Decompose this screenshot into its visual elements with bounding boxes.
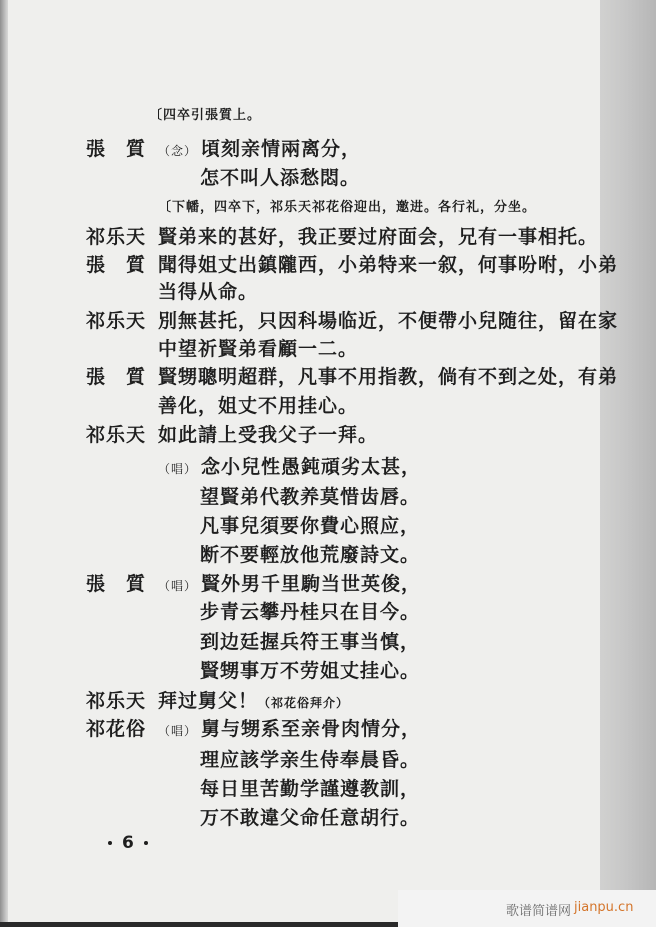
dialogue-line — [158, 134, 361, 161]
dialogue-line: 賢甥聰明超群，凡事不用指教，倘有不到之处，有弟 — [158, 366, 619, 388]
page-number-text: 6 — [122, 833, 134, 853]
verse-text: 舅与甥系至亲骨肉情分， — [201, 718, 422, 740]
verse-text: 頃刻亲情兩离分， — [201, 138, 362, 160]
dialogue-line: 別無甚托，只因科場临近，不便帶小兒随往，留在家 — [158, 310, 619, 332]
bullet-dot-icon — [108, 841, 112, 845]
speaker-name: 張 質 — [86, 138, 147, 160]
verse-line: 每日里苦勤学謹遵教訓， — [200, 778, 421, 800]
page-number — [98, 833, 158, 853]
dialogue-line: 如此請上受我父子一拜。 — [158, 424, 379, 446]
performance-cue: （唱） — [158, 579, 198, 593]
watermark-site-name: 歌谱简谱网 — [506, 904, 572, 919]
site-watermark — [398, 890, 656, 927]
speaker-name: 張 質 — [86, 254, 147, 276]
sung-line — [158, 452, 421, 479]
verse-line: 到边廷握兵符王事当慎， — [200, 631, 421, 653]
performance-cue: （唱） — [158, 462, 198, 476]
sung-line — [158, 714, 421, 741]
dialogue-line: 賢弟来的甚好，我正要过府面会，兄有一事相托。 — [158, 226, 599, 248]
verse-text: 賢外男千里駒当世英俊， — [201, 573, 422, 595]
dialogue-continuation: 中望祈賢弟看顧一二。 — [158, 338, 359, 360]
verse-line: 凡事兒須要你費心照应， — [200, 515, 421, 537]
action-note: （祁花俗拜介） — [258, 696, 350, 710]
speaker-name: 張 質 — [86, 573, 147, 595]
verse-line: 賢甥事万不劳姐丈挂心。 — [200, 660, 421, 682]
speaker-name: 張 質 — [86, 366, 147, 388]
verse-line: 理应該学亲生侍奉晨昏。 — [200, 749, 421, 771]
performance-cue: （唱） — [158, 724, 198, 738]
dialogue-text: 拜过舅父！ — [158, 690, 259, 712]
dialogue-line: 聞得姐丈出鎮隴西，小弟特来一叙，何事吩咐，小弟 — [158, 254, 619, 276]
speaker-name: 祁乐天 — [86, 424, 147, 446]
stage-direction: 〔下幡，四卒下，祁乐天祁花俗迎出，邀进。各行礼，分坐。 — [158, 200, 537, 215]
stage-direction: 〔四卒引張質上。 — [149, 108, 262, 123]
dialogue-continuation: 善化，姐丈不用挂心。 — [158, 395, 359, 417]
bullet-dot-icon — [144, 841, 148, 845]
speaker-name: 祁乐天 — [86, 310, 147, 332]
verse-line: 断不要輕放他荒廢詩文。 — [200, 544, 421, 566]
verse-line: 万不敢違父命任意胡行。 — [200, 807, 421, 829]
sung-line — [158, 569, 421, 596]
scan-bottom-edge — [0, 922, 400, 927]
speaker-name: 祁乐天 — [86, 690, 147, 712]
dialogue-continuation: 当得从命。 — [158, 281, 259, 303]
verse-text: 念小兒性愚鈍頑劣太甚， — [201, 456, 422, 478]
speaker-name: 祁花俗 — [86, 718, 147, 740]
dialogue-line — [158, 686, 349, 713]
speaker-name: 祁乐天 — [86, 226, 147, 248]
verse-line: 怎不叫人添愁悶。 — [200, 167, 361, 189]
performance-cue: （念） — [158, 144, 198, 158]
verse-line: 望賢弟代教养莫惜齿唇。 — [200, 486, 421, 508]
verse-line: 步青云攀丹桂只在目今。 — [200, 601, 421, 623]
watermark-domain: jianpu.cn — [574, 900, 634, 915]
adjacent-page-edge-highlight — [600, 0, 656, 900]
